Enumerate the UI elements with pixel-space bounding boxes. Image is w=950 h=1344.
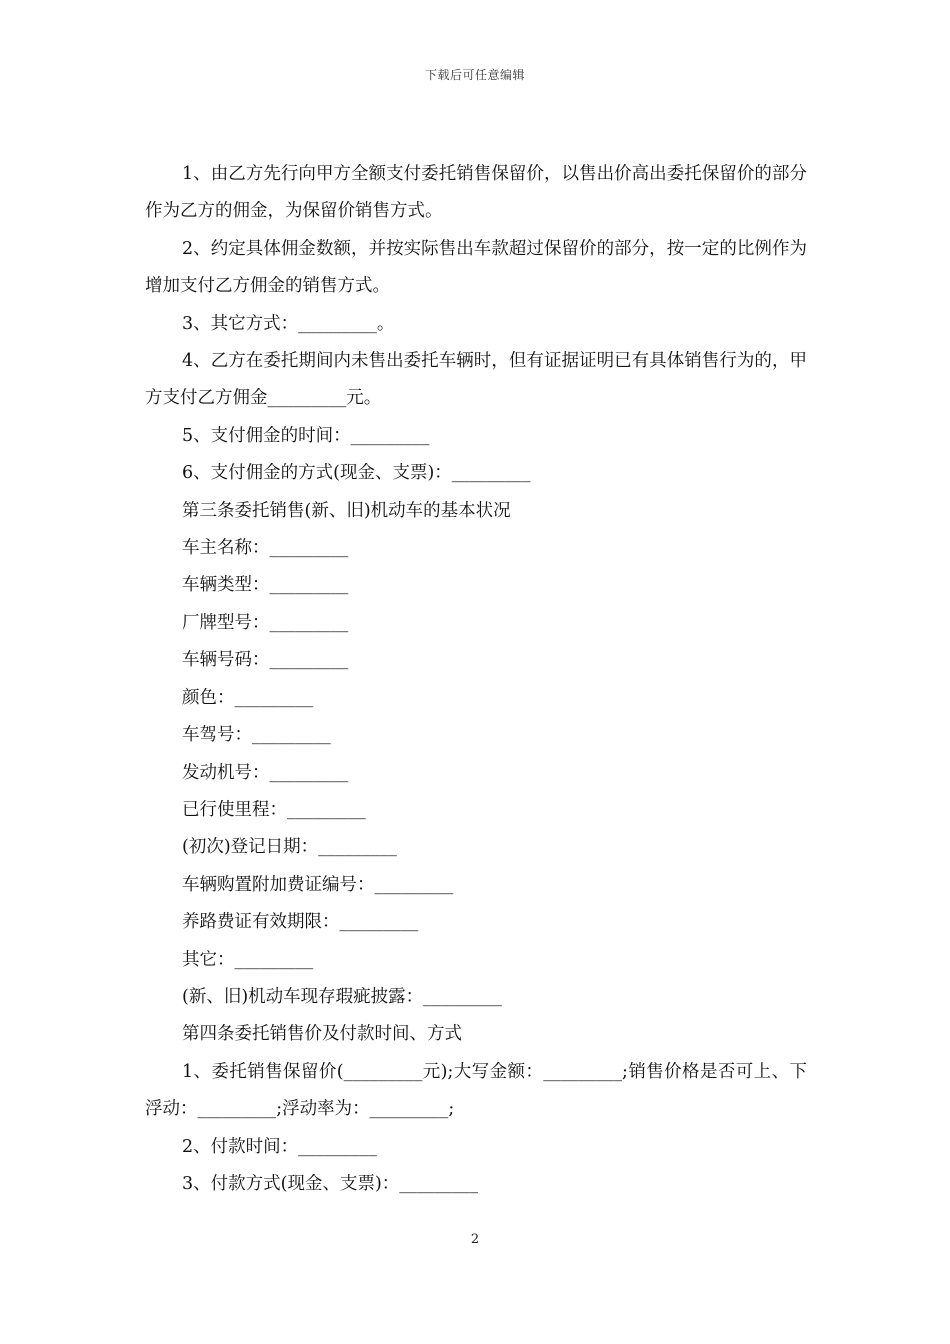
- field-registration-date: (初次)登记日期：_________: [182, 837, 397, 858]
- page-header: 下载后可任意编辑: [424, 68, 525, 82]
- paragraph-commission-method-1: 1、由乙方先行向甲方全额支付委托销售保留价，以售出价高出委托保留价的部分作为乙方的佣金，为保留价销售方式。: [145, 164, 807, 222]
- field-defect-disclosure: (新、旧)机动车现存瑕疵披露：_________: [182, 986, 502, 1007]
- section-heading-article-4: 第四条委托销售价及付款时间、方式: [182, 1024, 462, 1045]
- field-plate-number: 车辆号码：_________: [182, 650, 349, 671]
- section-heading-article-3: 第三条委托销售(新、旧)机动车的基本状况: [182, 500, 511, 521]
- paragraph-commission-payment: 6、支付佣金的方式(现金、支票)：_________: [182, 463, 531, 484]
- field-mileage: 已行使里程：_________: [182, 799, 366, 820]
- field-brand-model: 厂牌型号：_________: [182, 612, 349, 633]
- field-frame-number: 车驾号：_________: [182, 725, 331, 746]
- page-number: 2: [470, 1232, 480, 1247]
- paragraph-reserve-price: 1、委托销售保留价(_________元);大写金额：_________;销售价格是否可上、下浮动：_________;浮动率为：_________;: [145, 1061, 807, 1120]
- field-other: 其它：_________: [182, 949, 314, 970]
- paragraph-payment-time: 2、付款时间：_________: [182, 1136, 377, 1157]
- paragraph-commission-method-4: 4、乙方在委托期间内未售出委托车辆时，但有证据证明已有具体销售行为的，甲方支付乙方佣金_________元。: [145, 351, 807, 409]
- field-engine-number: 发动机号：_________: [182, 762, 349, 783]
- paragraph-commission-method-3: 3、其它方式：_________。: [182, 313, 395, 334]
- field-color: 颜色：_________: [182, 687, 314, 708]
- paragraph-payment-method: 3、付款方式(现金、支票)：_________: [182, 1173, 479, 1194]
- field-purchase-tax-certificate: 车辆购置附加费证编号：_________: [182, 874, 454, 895]
- document-body: [145, 156, 807, 1203]
- paragraph-commission-time: 5、支付佣金的时间：_________: [182, 425, 430, 446]
- paragraph-commission-method-2: 2、约定具体佣金数额，并按实际售出车款超过保留价的部分，按一定的比例作为增加支付乙方佣金的销售方式。: [145, 238, 807, 297]
- field-road-fee-validity: 养路费证有效期限：_________: [182, 912, 419, 933]
- field-owner-name: 车主名称：_________: [182, 538, 349, 559]
- field-vehicle-type: 车辆类型：_________: [182, 575, 349, 596]
